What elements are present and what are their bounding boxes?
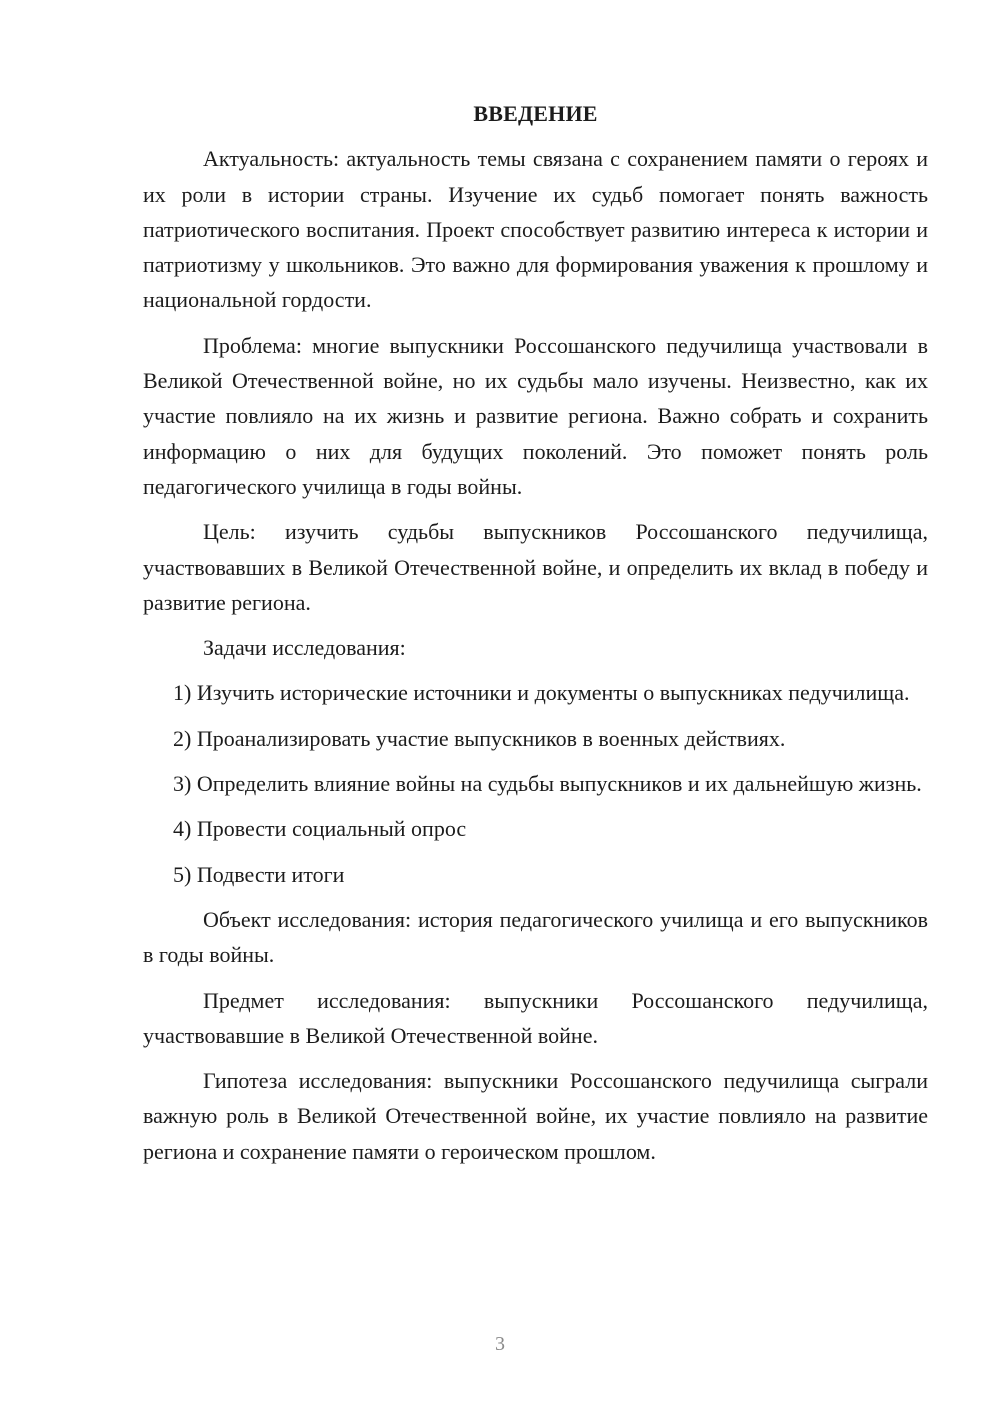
relevance-paragraph: Актуальность: актуальность темы связана с сохранением памяти о героях и их роли в истории страны. Изучение их судьб помогает понять важность патриотического воспитания. Проект способствует развитию интереса к истории и патриотизму у школьников. Это важно для формирования уважения к прошлому и национальной гордости. bbox=[143, 146, 928, 313]
page-number: 3 bbox=[495, 1333, 505, 1355]
page-title: ВВЕДЕНИЕ bbox=[473, 101, 598, 126]
page-content bbox=[143, 96, 928, 1179]
task-item-4: 4) Провести социальный опрос bbox=[173, 816, 467, 842]
tasks-heading: Задачи исследования: bbox=[203, 635, 406, 661]
object-paragraph: Объект исследования: история педагогического училища и его выпускников в годы войны. bbox=[143, 906, 928, 968]
task-item-2: 2) Проанализировать участие выпускников в военных действиях. bbox=[173, 725, 786, 751]
task-item-1: 1) Изучить исторические источники и документы о выпускниках педучилища. bbox=[173, 680, 910, 706]
problem-paragraph: Проблема: многие выпускники Россошанского педучилища участвовали в Великой Отечественной войне, но их судьбы мало изучены. Неизвестно, как их участие повлияло на их жизнь и развитие региона. Важно собрать и сохранить информацию о них для будущих поколений. Это поможет понять роль педагогического училища в годы войны. bbox=[143, 332, 928, 499]
goal-paragraph: Цель: изучить судьбы выпускников Россошанского педучилища, участвовавших в Великой Отечественной войне, и определить их вклад в победу и развитие региона. bbox=[143, 519, 928, 615]
subject-paragraph: Предмет исследования: выпускники Россошанского педучилища, участвовавшие в Великой Отечественной войне. bbox=[143, 987, 928, 1048]
hypothesis-paragraph: Гипотеза исследования: выпускники Россошанского педучилища сыграли важную роль в Великой Отечественной войне, их участие повлияло на развитие региона и сохранение памяти о героическом прошлом. bbox=[143, 1068, 928, 1164]
tasks-list bbox=[143, 675, 928, 891]
task-item-3: 3) Определить влияние войны на судьбы выпускников и их дальнейшую жизнь. bbox=[173, 771, 922, 797]
task-item-5: 5) Подвести итоги bbox=[173, 861, 345, 887]
